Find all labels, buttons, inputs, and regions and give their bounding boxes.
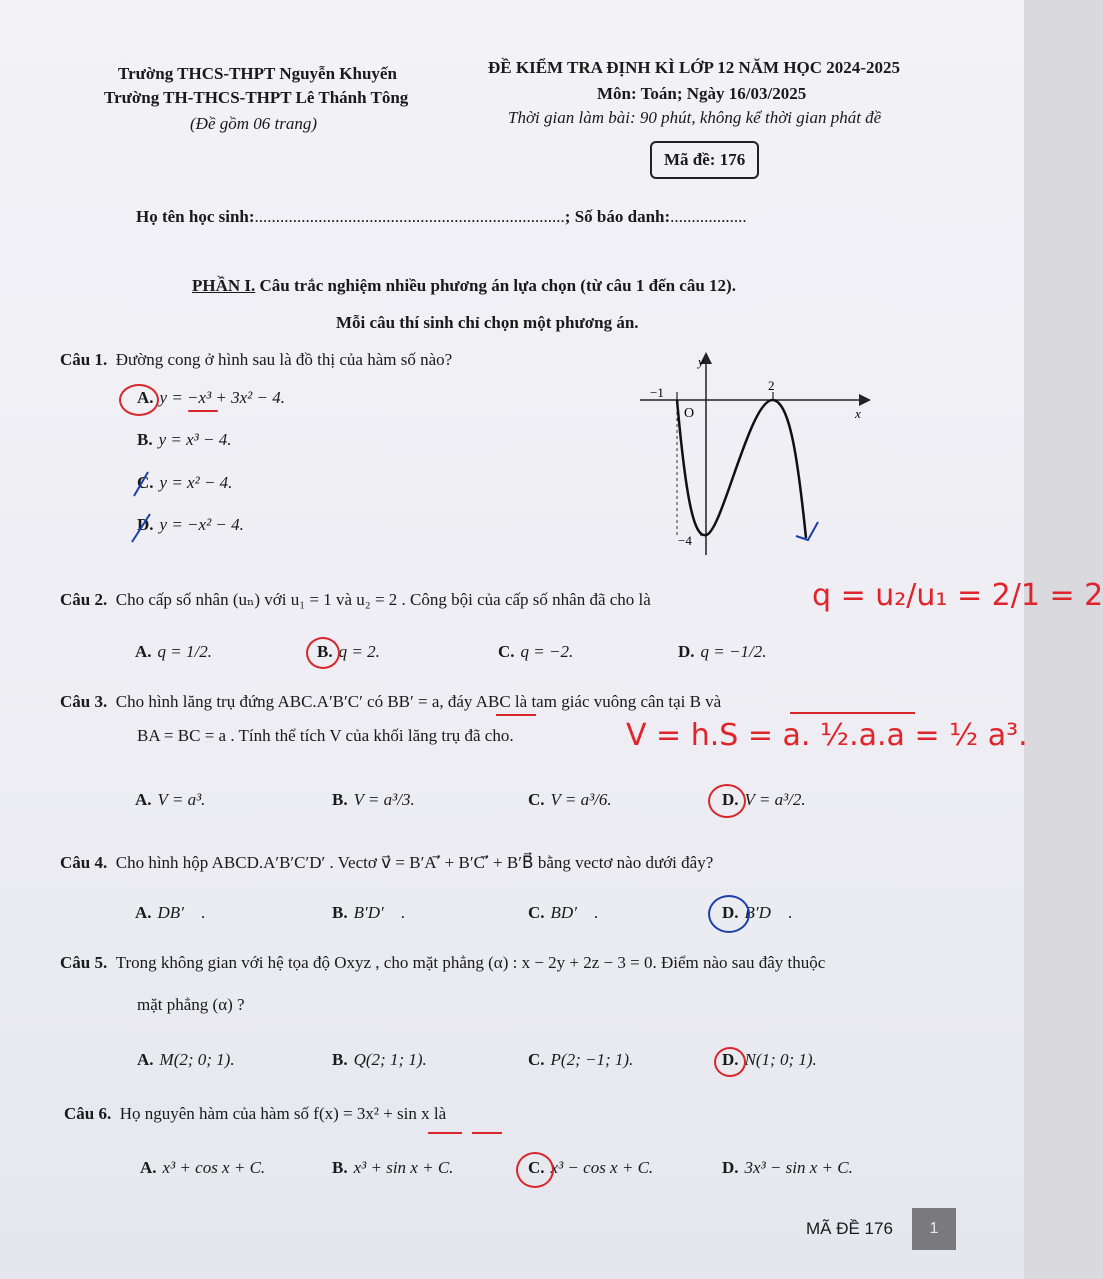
curve <box>677 400 806 538</box>
q6-option-d[interactable] <box>722 1158 853 1178</box>
question-text: Họ nguyên hàm của hàm số f(x) = 3x² + sin x là <box>119 1104 447 1123</box>
option-letter: C. <box>137 473 154 492</box>
subject-date: Môn: Toán; Ngày 16/03/2025 <box>597 84 807 103</box>
option-text: V = a³/2. <box>744 790 806 809</box>
answer-circle-mark <box>708 895 750 933</box>
option-text: 3x³ − sin x + C. <box>744 1158 853 1177</box>
option-letter: D. <box>137 515 154 534</box>
y-axis-label: y <box>698 354 704 369</box>
q5-option-a[interactable] <box>137 1050 235 1070</box>
q6-option-b[interactable] <box>332 1158 453 1178</box>
option-text: q = −2. <box>520 642 574 661</box>
q6-option-a[interactable] <box>140 1158 265 1178</box>
tick-label-neg4: −4 <box>678 533 692 548</box>
tick-label-neg1: −1 <box>650 385 664 400</box>
question-1 <box>60 350 452 370</box>
option-text: y = x³ − 4. <box>158 430 232 449</box>
option-text: q = 2. <box>338 642 380 661</box>
question-5 <box>60 953 825 973</box>
q4-option-a[interactable] <box>135 903 206 923</box>
answer-circle-mark <box>516 1152 554 1188</box>
option-letter: C. <box>528 903 545 922</box>
pages-note: (Đề gồm 06 trang) <box>190 114 318 133</box>
handwritten-note: q = u₂/u₁ = 2/1 = 2 <box>812 578 1103 613</box>
option-letter: A. <box>135 790 152 809</box>
option-letter: B. <box>332 903 348 922</box>
option-text: M(2; 0; 1). <box>159 1050 235 1069</box>
q1-option-b[interactable] <box>137 430 231 450</box>
option-text: x³ + sin x + C. <box>353 1158 454 1177</box>
option-letter: D. <box>722 790 739 809</box>
separator: ; <box>564 207 575 226</box>
option-text: y = x² − 4. <box>159 473 233 492</box>
option-text: B′D⃗ . <box>744 903 793 922</box>
question-text: Trong không gian với hệ tọa độ Oxyz , cho mặt phẳng (α) : x − 2y + 2z − 3 = 0. Điểm nào sau đây thuộc <box>115 953 826 972</box>
q4-option-c[interactable] <box>528 903 599 923</box>
question-4 <box>60 853 713 873</box>
option-letter: A. <box>135 642 152 661</box>
question-label: Câu 4. <box>60 853 108 872</box>
option-text: V = a³. <box>157 790 206 809</box>
question-6 <box>64 1104 446 1124</box>
x-axis-label: x <box>855 406 861 421</box>
q2-option-c[interactable] <box>498 642 573 662</box>
option-letter: C. <box>528 1050 545 1069</box>
q3-option-a[interactable] <box>135 790 205 810</box>
q5-option-c[interactable] <box>528 1050 633 1070</box>
answer-circle-mark <box>708 784 746 818</box>
exam-title: ĐỀ KIỂM TRA ĐỊNH KÌ LỚP 12 NĂM HỌC 2024-2025 <box>488 58 900 77</box>
option-text: B′D′⃗ . <box>353 903 406 922</box>
answer-circle-mark <box>306 637 340 669</box>
option-letter: C. <box>528 790 545 809</box>
option-text: x³ − cos x + C. <box>550 1158 654 1177</box>
option-letter: B. <box>317 642 333 661</box>
exam-code-box: Mã đề: 176 <box>650 141 759 179</box>
q3-option-c[interactable] <box>528 790 612 810</box>
handwritten-note: V = h.S = a. ½.a.a = ½ a³. <box>626 718 1028 753</box>
underline-mark <box>496 714 536 716</box>
question-3-line2: BA = BC = a . Tính thể tích V của khối lăng trụ đã cho. <box>137 726 514 745</box>
section-heading <box>192 276 736 296</box>
option-letter: C. <box>528 1158 545 1177</box>
question-5-line2: mặt phẳng (α) ? <box>137 995 245 1014</box>
function-graph <box>640 350 880 560</box>
question-text: Đường cong ở hình sau là đồ thị của hàm số nào? <box>115 350 453 369</box>
option-letter: B. <box>137 430 153 449</box>
section-desc: Câu trắc nghiệm nhiều phương án lựa chọn (từ câu 1 đến câu 12). <box>255 276 736 295</box>
option-letter: C. <box>498 642 515 661</box>
student-info-line <box>136 207 747 227</box>
option-text: N(1; 0; 1). <box>744 1050 817 1069</box>
question-text: Cho hình lăng trụ đứng ABC.A′B′C′ có BB′ = a, đáy ABC là tam giác vuông cân tại B và <box>115 692 722 711</box>
underline-mark <box>188 410 218 412</box>
option-text: V = a³/6. <box>550 790 612 809</box>
option-letter: D. <box>722 903 739 922</box>
question-2 <box>60 590 651 610</box>
answer-circle-mark <box>119 384 159 416</box>
q2-option-d[interactable] <box>678 642 766 662</box>
question-label: Câu 2. <box>60 590 108 609</box>
student-name-label: Họ tên học sinh: <box>136 207 255 226</box>
student-name-field[interactable]: ......................................................................... <box>254 207 565 226</box>
footer-exam-code: MÃ ĐỀ 176 <box>806 1219 893 1238</box>
q1-option-a[interactable] <box>137 388 285 408</box>
question-text: Cho hình hộp ABCD.A′B′C′D′ . Vectơ v⃗ = B′A′⃗ + B′C′⃗ + B′B⃗ bằng vectơ nào dưới đây? <box>115 853 714 872</box>
option-letter: A. <box>135 903 152 922</box>
answer-circle-mark <box>714 1047 746 1077</box>
strike-marks <box>128 466 168 546</box>
question-label: Câu 6. <box>64 1104 112 1123</box>
origin-label: O <box>684 406 695 421</box>
option-text: x³ + cos x + C. <box>162 1158 266 1177</box>
question-3 <box>60 692 721 712</box>
section-sub: Mỗi câu thí sinh chỉ chọn một phương án. <box>336 313 639 332</box>
question-label: Câu 1. <box>60 350 108 369</box>
q4-option-b[interactable] <box>332 903 405 923</box>
q3-option-b[interactable] <box>332 790 415 810</box>
question-label: Câu 3. <box>60 692 108 711</box>
option-text: DB′⃗ . <box>157 903 206 922</box>
option-text: BD′⃗ . <box>550 903 599 922</box>
option-letter: A. <box>140 1158 157 1177</box>
q2-option-a[interactable] <box>135 642 212 662</box>
question-label: Câu 5. <box>60 953 108 972</box>
school-name-1: Trường THCS-THPT Nguyễn Khuyến <box>118 64 397 83</box>
student-id-label: Số báo danh: <box>574 207 671 226</box>
option-letter: B. <box>332 1050 348 1069</box>
option-letter: D. <box>678 642 695 661</box>
option-text: y = −x² − 4. <box>159 515 244 534</box>
option-letter: A. <box>137 1050 154 1069</box>
option-text: q = 1/2. <box>157 642 212 661</box>
underline-mark <box>472 1132 502 1134</box>
underline-mark <box>790 712 915 714</box>
student-id-field[interactable]: .................. <box>670 207 747 226</box>
option-letter: D. <box>722 1158 739 1177</box>
option-letter: D. <box>722 1050 739 1069</box>
school-name-2: Trường TH-THCS-THPT Lê Thánh Tông <box>104 88 409 107</box>
option-letter: A. <box>137 388 154 407</box>
time-note: Thời gian làm bài: 90 phút, không kể thời gian phát đề <box>508 108 882 127</box>
option-text: V = a³/3. <box>353 790 415 809</box>
option-text: Q(2; 1; 1). <box>353 1050 427 1069</box>
question-text: Cho cấp số nhân (uₙ) với u₁ = 1 và u₂ = 2 . Công bội của cấp số nhân đã cho là <box>115 590 651 609</box>
option-letter: B. <box>332 790 348 809</box>
option-letter: B. <box>332 1158 348 1177</box>
underline-mark <box>428 1132 462 1134</box>
option-text: q = −1/2. <box>700 642 767 661</box>
page-number: 1 <box>912 1208 956 1250</box>
option-text: y = −x³ + 3x² − 4. <box>159 388 285 407</box>
section-title: PHẦN I. <box>192 276 256 295</box>
option-text: P(2; −1; 1). <box>550 1050 634 1069</box>
q5-option-b[interactable] <box>332 1050 427 1070</box>
tick-label-2: 2 <box>768 378 775 393</box>
